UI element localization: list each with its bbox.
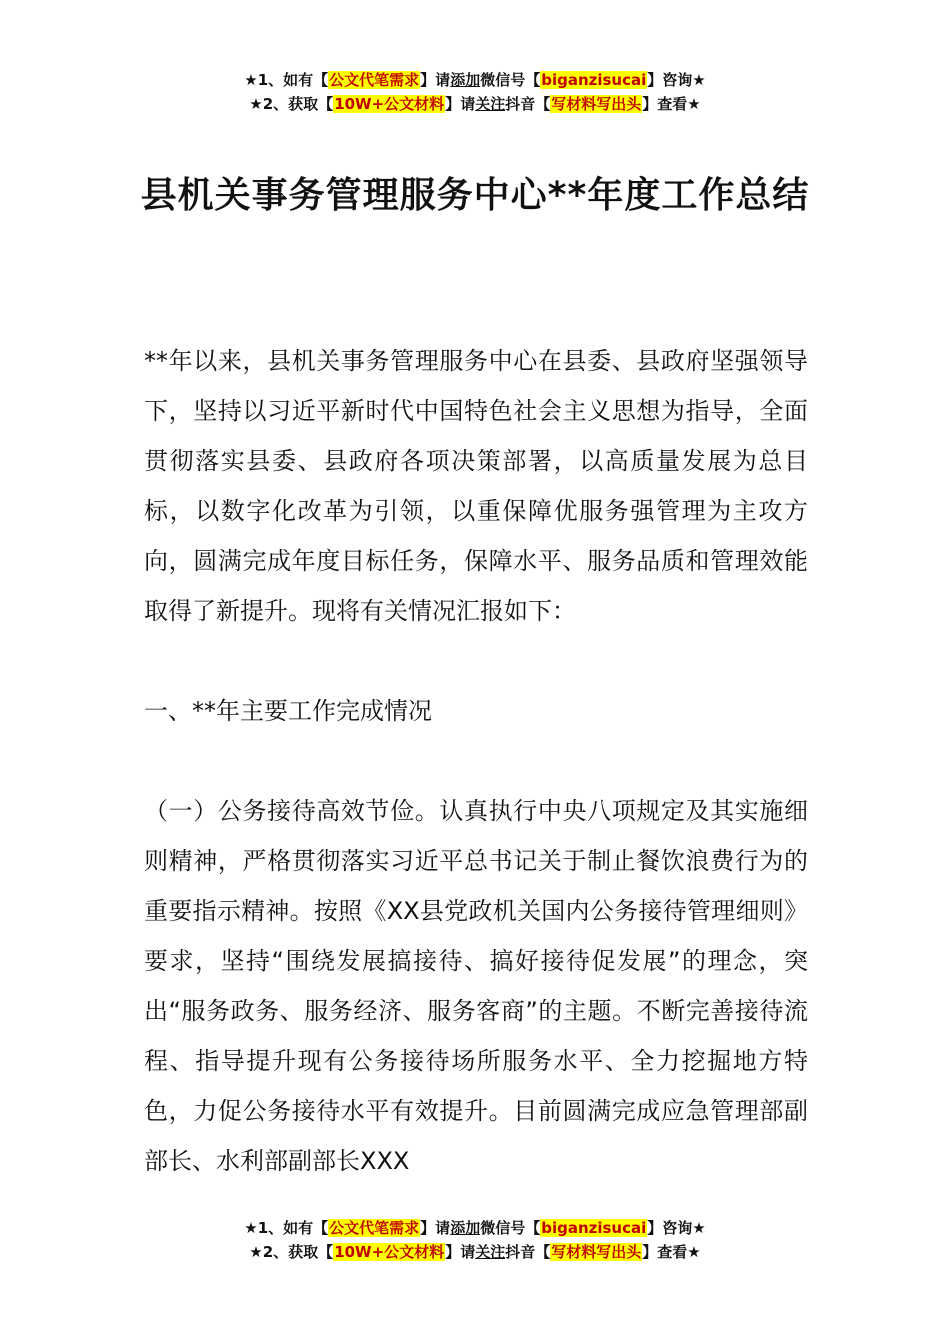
banner-text: 】请 [420,71,451,89]
footer-banner [0,1216,950,1264]
banner-text: ★1、如有【 [244,1219,329,1237]
banner-underlined-text: 关注 [475,95,506,113]
banner-text: ★2、获取【 [249,1243,334,1261]
subsection-paragraph: （一）公务接待高效节俭。认真执行中央八项规定及其实施细则精神，严格贯彻落实习近平总书记关于制止餐饮浪费行为的重要指示精神。按照《XX县党政机关国内公务接待管理细则》要求，坚持“围绕发展搞接待、搞好接待促发展”的理念，突出“服务政务、服务经济、服务客商”的主题。不断完善接待流程、指导提升现有公务接待场所服务水平、全力挖掘地方特色，力促公务接待水平有效提升。目前圆满完成应急管理部副部长、水利部副部长XXX [144,797,808,1175]
banner-highlight: 公文代笔需求 [329,71,420,89]
banner-text: 微信号【 [480,71,541,89]
banner-line-1 [0,1216,950,1240]
section-heading: 一、**年主要工作完成情况 [144,697,432,725]
banner-underlined-text: 添加 [450,1219,481,1237]
banner-line-1 [0,68,950,92]
banner-text: 】查看★ [642,1243,701,1261]
header-banner [0,68,950,116]
banner-highlight: 写材料写出头 [551,1243,642,1261]
document-body [144,336,808,1186]
banner-text: 抖音【 [505,1243,551,1261]
banner-text: ★2、获取【 [249,95,334,113]
banner-text: 】请 [445,1243,476,1261]
banner-text: 】请 [420,1219,451,1237]
banner-text: 抖音【 [505,95,551,113]
banner-line-2 [0,92,950,116]
banner-text: 】查看★ [642,95,701,113]
banner-line-2 [0,1240,950,1264]
banner-highlight: biganzisucai [541,1219,647,1237]
intro-paragraph: **年以来，县机关事务管理服务中心在县委、县政府坚强领导下，坚持以习近平新时代中国特色社会主义思想为指导，全面贯彻落实县委、县政府各项决策部署，以高质量发展为总目标，以数字化改革为引领，以重保障优服务强管理为主攻方向，圆满完成年度目标任务，保障水平、服务品质和管理效能取得了新提升。现将有关情况汇报如下： [144,347,808,625]
document-title: 县机关事务管理服务中心**年度工作总结 [140,175,810,217]
banner-underlined-text: 添加 [450,71,481,89]
banner-highlight: 10W+公文材料 [334,1243,445,1261]
banner-text: 】咨询★ [647,71,706,89]
banner-highlight: 写材料写出头 [551,95,642,113]
banner-text: 微信号【 [480,1219,541,1237]
banner-text: 】咨询★ [647,1219,706,1237]
banner-underlined-text: 关注 [475,1243,506,1261]
banner-highlight: 10W+公文材料 [334,95,445,113]
banner-text: 】请 [445,95,476,113]
banner-highlight: biganzisucai [541,71,647,89]
banner-highlight: 公文代笔需求 [329,1219,420,1237]
banner-text: ★1、如有【 [244,71,329,89]
